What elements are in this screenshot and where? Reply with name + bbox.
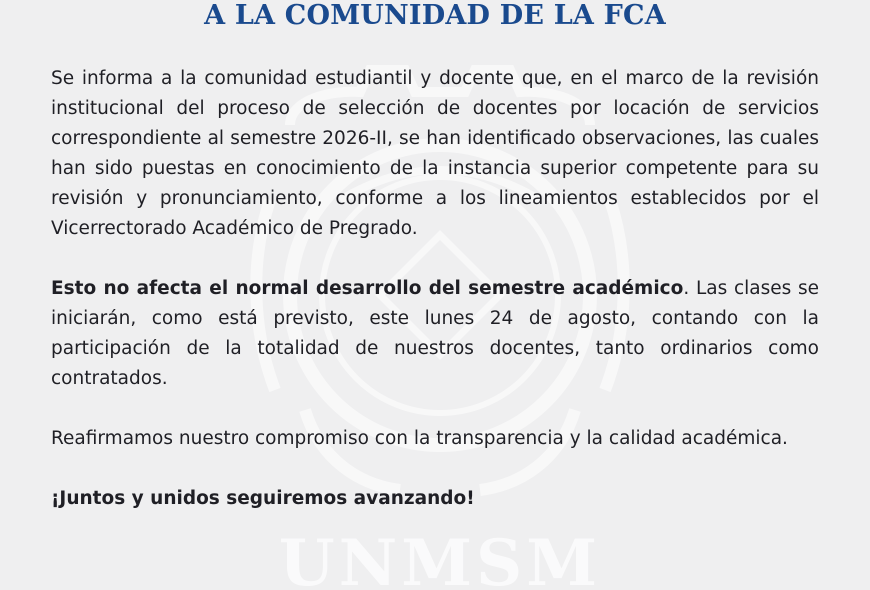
- closing-slogan: [51, 484, 819, 514]
- paragraph-semester-notice: [51, 274, 819, 394]
- watermark-text: UNMSM: [278, 526, 602, 590]
- semester-notice-emphasis: Esto no afecta el normal desarrollo del semestre académico: [51, 278, 684, 299]
- semester-notice-text: . Las clases se iniciarán, como está previsto, este lunes 24 de agosto, contando con la participación de la totalidad de nuestros docentes, tanto ordinarios como contratados.: [51, 278, 819, 389]
- paragraph-commitment-text: Reafirmamos nuestro compromiso con la transparencia y la calidad académica.: [51, 428, 788, 449]
- closing-slogan-text: ¡Juntos y unidos seguiremos avanzando!: [51, 488, 475, 509]
- announcement-body: [51, 64, 819, 514]
- paragraph-commitment: [51, 424, 819, 454]
- page-title: A LA COMUNIDAD DE LA FCA: [204, 0, 666, 31]
- paragraph-intro: [51, 64, 819, 244]
- paragraph-intro-text: Se informa a la comunidad estudiantil y docente que, en el marco de la revisión institucional del proceso de selección de docentes por locación de servicios correspondiente al semestre 2026-II, se han identificado observaciones, las cuales han sido puestas en conocimiento de la instancia superior competente para su revisión y pronunciamiento, conforme a los lineamientos establecidos por el Vicerrectorado Académico de Pregrado.: [51, 68, 819, 239]
